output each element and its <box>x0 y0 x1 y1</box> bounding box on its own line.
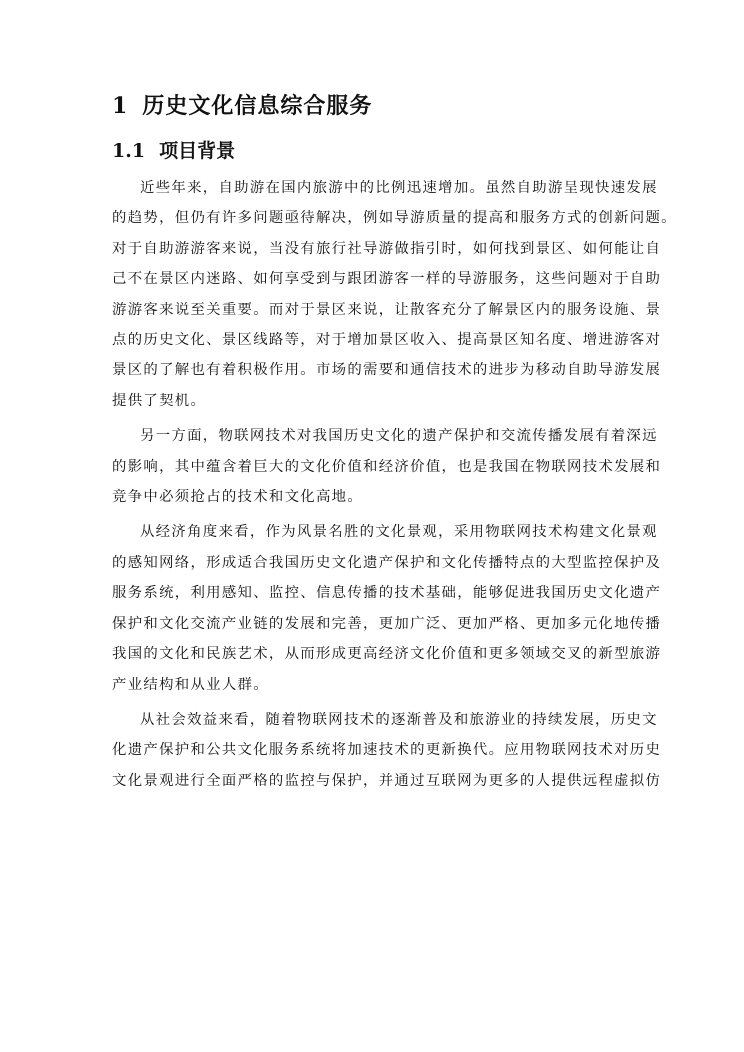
text-line: 的趋势，但仍有许多问题亟待解决，例如导游质量的提高和服务方式的创新问题。 <box>112 210 677 227</box>
text-line: 己不在景区内迷路、如何享受到与跟团游客一样的导游服务，这些问题对于自助 <box>112 271 662 288</box>
section-number: 1 <box>112 93 129 119</box>
text-line: 竞争中必须抢占的技术和文化高地。 <box>112 489 364 506</box>
text-line: 游游客来说至关重要。而对于景区来说，让散客充分了解景区内的服务设施、景 <box>112 301 662 318</box>
paragraph <box>112 173 677 416</box>
text-line: 提供了契机。 <box>112 392 207 409</box>
text-line: 从经济角度来看，作为风景名胜的文化景观，采用物联网技术构建文化景观 <box>140 524 658 541</box>
text-line: 景区的了解也有着积极作用。市场的需要和通信技术的进步为移动自助导游发展 <box>112 362 662 379</box>
text-line: 从社会效益来看，随着物联网技术的逐渐普及和旅游业的持续发展，历史文 <box>140 711 658 728</box>
text-line: 我国的文化和民族艺术，从而形成更高经济文化价值和更多领域交叉的新型旅游 <box>112 646 662 663</box>
text-line: 另一方面，物联网技术对我国历史文化的遗产保护和交流传播发展有着深远 <box>140 428 658 445</box>
text-line: 文化景观进行全面严格的监控与保护，并通过互联网为更多的人提供远程虚拟仿 <box>112 772 662 789</box>
section-title: 历史文化信息综合服务 <box>142 93 373 119</box>
subsection-title: 项目背景 <box>159 140 236 162</box>
text-line: 的感知网络，形成适合我国历史文化遗产保护和文化传播特点的大型监控保护及 <box>112 554 662 571</box>
text-line: 的影响，其中蕴含着巨大的文化价值和经济价值，也是我国在物联网技术发展和 <box>112 458 662 475</box>
text-line: 对于自助游游客来说，当没有旅行社导游做指引时，如何找到景区、如何能让自 <box>112 240 662 257</box>
text-line: 产业结构和从业人群。 <box>112 676 269 693</box>
subsection-heading <box>112 137 235 165</box>
text-line: 点的历史文化、景区线路等，对于增加景区收入、提高景区知名度、增进游客对 <box>112 332 662 349</box>
subsection-number: 1.1 <box>112 140 146 162</box>
section-heading <box>112 91 372 121</box>
text-line: 近些年来，自助游在国内旅游中的比例迅速增加。虽然自助游呈现快速发展 <box>140 180 658 196</box>
text-line: 服务系统，利用感知、监控、信息传播的技术基础，能够促进我国历史文化遗产 <box>112 585 662 602</box>
text-line: 化遗产保护和公共文化服务系统将加速技术的更新换代。应用物联网技术对历史 <box>112 742 662 759</box>
text-line: 保护和文化交流产业链的发展和完善，更加广泛、更加严格、更加多元化地传播 <box>112 615 662 632</box>
paragraph <box>112 705 662 796</box>
body-text <box>112 173 677 801</box>
paragraph <box>112 517 662 699</box>
paragraph <box>112 421 662 512</box>
